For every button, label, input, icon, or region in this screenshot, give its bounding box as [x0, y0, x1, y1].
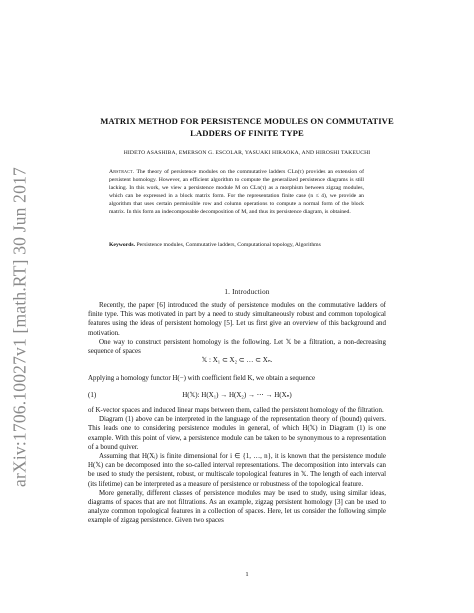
author-list: HIDETO ASASHIBA, EMERSON G. ESCOLAR, YASUAKI HIRAOKA, AND HIROSHI TAKEUCHI	[123, 150, 371, 156]
paragraph-7: More generally, different classes of persistence modules may be used to study, using similar ideas, diagrams of spaces that are not filtrations. As an example, zigzag persistent homology [3] can be used to analyze common topological features in a collection of spaces. Here, let us consider the following simple example of zigzag persistence. Given two spaces	[88, 488, 386, 525]
equation-filtration	[88, 356, 386, 366]
keywords-label: Keywords.	[109, 242, 136, 248]
arxiv-stamp-text: arXiv:1706.10027v1 [math.RT] 30 Jun 2017	[9, 167, 30, 487]
section-heading: 1. Introduction	[224, 288, 270, 296]
title-line-1: MATRIX METHOD FOR PERSISTENCE MODULES ON COMMUTATIVE	[100, 116, 394, 126]
abstract-text: The theory of persistence modules on the commutative ladders CLn(τ) provides an extension of persistent homology. However, an efficient algorithm to compute the generalized persistence diagrams is still lacking. In this work, we view a persistence module M on CLn(τ) as a morphism between zigzag modules, which can be expressed in a block matrix form. For the representation finite case (n ≤ 4), we provide an algorithm that uses certain permissible row and column operations to compute a normal form of the block matrix. In this form an indecomposable decomposition of M, and thus its persistence diagram, is obtained.	[109, 169, 364, 216]
equation-filtration-math: 𝕏 : X₁ ⊂ X₂ ⊂ … ⊂ Xₙ.	[201, 356, 273, 364]
paper-title	[80, 115, 414, 139]
paragraph-1: Recently, the paper [6] introduced the study of persistence modules on the commutative ladders of finite type. This was motivated in part by a need to study simultaneously robust and common topological features using the ideas of persistent homology [5]. Let us first give an overview of this background and motivation.	[88, 301, 386, 337]
equation-1-math: H(𝕏): H(X₁) → H(X₂) → ⋯ → H(Xₙ)	[182, 391, 292, 399]
keywords-text: Persistence modules, Commutative ladders, Computational topology, Algorithms	[136, 242, 321, 248]
abstract	[109, 168, 364, 216]
keywords	[109, 241, 364, 249]
equation-1-number: (1)	[88, 391, 97, 399]
paragraph-3: Applying a homology functor H(−) with coefficient field K, we obtain a sequence	[88, 374, 316, 382]
paragraph-6: Assuming that H(Xᵢ) is finite dimensional for i ∈ {1, …, n}, it is known that the persistence module H(𝕏) can be decomposed into the so-called interval representations. The decomposition into intervals can be used to study the persistent, robust, or multiscale topological features in 𝕏. The length of each interval (its lifetime) can be interpreted as a measure of persistence or robustness of the topological feature.	[88, 452, 386, 488]
paragraph-1-block	[88, 301, 386, 356]
paragraph-3-block	[88, 374, 386, 383]
title-line-2: LADDERS OF FINITE TYPE	[190, 128, 304, 138]
paragraph-2: One way to construct persistent homology is the following. Let 𝕏 be a filtration, a non-decreasing sequence of spaces	[88, 337, 386, 356]
equation-1	[88, 391, 386, 401]
paragraph-5: Diagram (1) above can be interpreted in the language of the representation theory of (bound) quivers. This leads one to considering persistence modules in general, of which H(𝕏) in Diagram (1) is one example. With this point of view, a persistence module can be taken to be synonymous to a representation of a bound quiver.	[88, 415, 386, 451]
body-text-block	[88, 406, 386, 526]
paragraph-4: of K-vector spaces and induced linear maps between them, called the persistent homology of the filtration.	[88, 406, 384, 414]
abstract-label: Abstract.	[109, 169, 135, 175]
page-number: 1	[245, 571, 249, 578]
